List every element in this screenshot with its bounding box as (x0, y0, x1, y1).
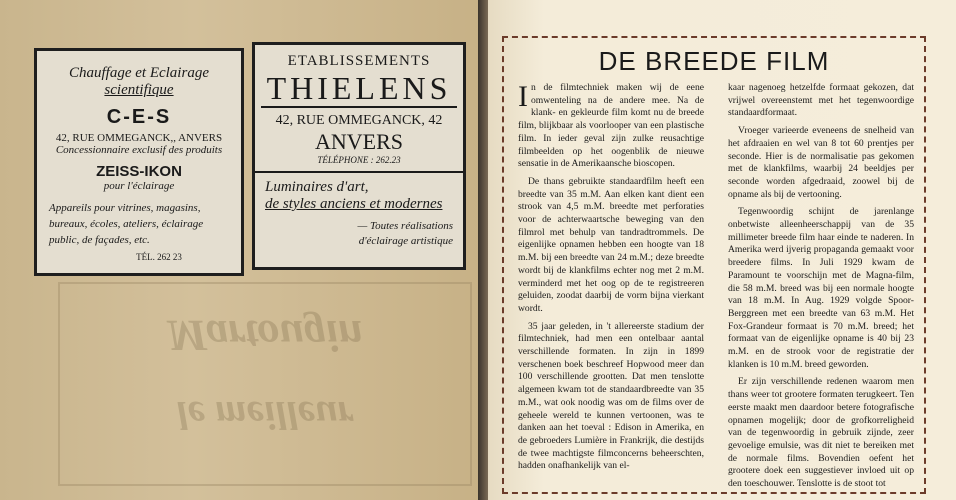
ad-ces-address: 42, RUE OMMEGANCK,, ANVERS (55, 131, 223, 144)
ad-ces-concession: Concessionnaire exclusif des produits (55, 144, 223, 157)
drop-cap: I (518, 82, 528, 113)
article-paragraph: Er zijn verschillende redenen waarom men thans weer tot grootere formaten terugkeert. Ten eerste maakt men daardoor betere fotografische opnamen mogelijk; door de grofkorreligheid van de tegenwoordig in gebruik zijnde, zeer gevoelige emulsie, was dit niet te bereiken met de normale films. Bovendien oefent het grootere doek een suggestiever invloed uit op den toeschouwer. Tenslotte is de stoot tot (728, 376, 914, 488)
ad-ces-brand: ZEISS-IKON (96, 162, 182, 180)
ad-ces-brand-sub: pour l'éclairage (103, 180, 175, 193)
ad-thielens-name: THIELENS (261, 72, 457, 108)
article-column-right (728, 82, 914, 488)
faded-poster (58, 282, 472, 486)
article-paragraph (518, 82, 704, 171)
article-paragraph-text: n de filmtechniek maken wij de eene omwenteling na de andere mee. Na de klank- en gekleurde film komt nu de breede film, blijkbaar als voorlooper van een plastische film. In ieder geval zijn zulke reusachtige filmbeelden op het oogenblik de nieuwe sensatie in de Amerikaansche bioscopen. (518, 82, 704, 170)
ad-thielens-line2: de styles anciens et modernes (265, 196, 443, 213)
ad-thielens-line4: d'éclairage artistique (358, 234, 453, 247)
ad-ces-line2: scientifique (104, 82, 174, 99)
ad-ces-products: Appareils pour vitrines, magasins, bureaux, écoles, ateliers, éclairage public, de façades, etc. (49, 201, 204, 246)
article-column-left (518, 82, 704, 488)
right-page (488, 0, 956, 500)
ad-thielens (252, 42, 466, 270)
ad-thielens-phone: TÉLÉPHONE : 262.23 (317, 154, 401, 165)
article-title: DE BREEDE FILM (598, 46, 830, 76)
article-paragraph: 35 jaar geleden, in 't allereerste stadium der filmtechniek, had men een ontelbaar aantal verschillende formaten. In zijn in 1899 verschenen boek beschreef Hopwood meer dan 100 verschillende grootten. Dat men tenslotte algemeen kwam tot de standaardbreedte van 35 m.M., wat ook noodig was om de films over de geheele wereld te kunnen vertoonen, was te danken aan het toeval : Edison in Amerika, en de gebroeders Lumière in Frankrijk, die destijds de twee machtigste filmconcerns beheerschten, hadden onafhankelijk van el- (518, 320, 704, 472)
article-paragraph: kaar nagenoeg hetzelfde formaat gekozen, dat vrijwel overeenstemt met het tegenwoordige standaardformaat. (728, 82, 914, 119)
article-columns (518, 82, 918, 488)
article-frame (502, 36, 926, 494)
ad-thielens-city: ANVERS (314, 129, 403, 155)
ad-thielens-line3: — Toutes réalisations (357, 220, 453, 233)
article-paragraph: Vroeger varieerde eveneens de snelheid van het afdraaien en wel van 8 tot 60 prentjes per seconde. Hier is de normalisatie pas gekomen met de klankfilms, waarbij 24 beeldjes per seconde worden afgedraaid, zoowel bij de opname als bij de vertooning. (728, 125, 914, 200)
page-gutter (478, 0, 488, 500)
article-paragraph: Tegenwoordig schijnt de jarenlange onbetwiste alleenheerschappij van de 35 millimeter breede film haar einde te naderen. In Amerika werd ijverig propaganda gemaakt voor breedere films. In Juli 1929 kwam de Paramount te voorschijn met de Magna-film, die 58 m.M. breed was bij een normale hoogte van 18 m.M. In Aug. 1929 volgde Spoor-Berggreen met een breedte van 63 m.M. Het Fox-Grandeur formaat is 70 m.M. breed; het formaat van de eigenlijke opname is 40 bij 23 m.M. en de strook voor de registratie der klanken is 10 m.M. breed geworden. (728, 206, 914, 370)
ad-ces-name: C-E-S (106, 105, 172, 128)
ad-thielens-header: ETABLISSEMENTS (287, 53, 431, 69)
article-paragraph: De thans gebruikte standaardfilm heeft een breedte van 35 m.M. Aan elken kant dient een strook van 4,5 m.M. breedte met perforaties voor de achterwaartsche beweging van den filmrol met behulp van tandradtrommels. De eigenlijke opnamen hebben een hoogte van 18 m.M. bij een breedte van 24 m.M.; deze breedte wordt bij de klankfilms echter nog met 2 m.M. verminderd met het oog op de te registreeren geluiden, zoodat daarbij de vorm bijna vierkant wordt. (518, 175, 704, 314)
faded-poster-line2: le meilleur (176, 393, 354, 438)
ad-ces-phone: TÉL. 262 23 (136, 252, 182, 263)
faded-poster-line1: Martougin (167, 311, 363, 360)
ad-ces-line1: Chauffage et Eclairage (69, 65, 209, 81)
ad-thielens-line1: Luminaires d'art, (255, 171, 463, 196)
ad-thielens-address: 42, RUE OMMEGANCK, 42 (275, 113, 443, 129)
ad-ces (34, 48, 244, 276)
